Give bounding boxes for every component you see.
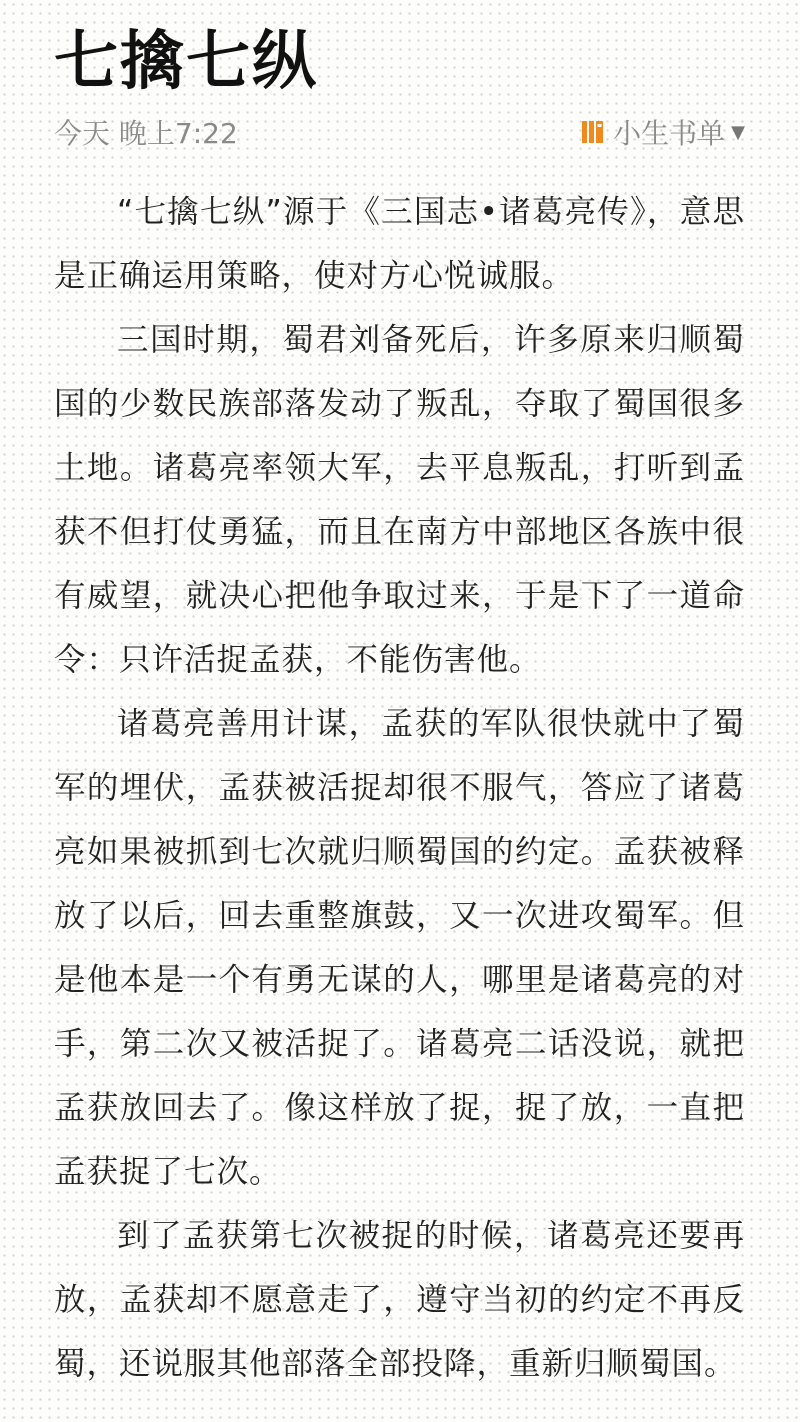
chevron-down-icon[interactable]: ▼ (731, 121, 745, 143)
article-title: 七擒七纵 (54, 25, 318, 99)
article-meta (54, 112, 745, 152)
author-name[interactable]: 小生书单 (613, 117, 726, 150)
paragraph: 三国时期，蜀君刘备死后，许多原来归顺蜀国的少数民族部落发动了叛乱，夺取了蜀国很多土地。诸葛亮率领大军，去平息叛乱，打听到孟获不但打仗勇猛，而且在南方中部地区各族中很有威望，就决心把他争取过来，于是下了一道命令：只许活捉孟获，不能伤害他。 (54, 322, 745, 678)
author-link[interactable] (581, 112, 745, 152)
paragraph: 到了孟获第七次被捉的时候，诸葛亮还要再放，孟获却不愿意走了，遵守当初的约定不再反蜀，还说服其他部落全部投降，重新归顺蜀国。 (54, 1218, 745, 1382)
paragraph: 诸葛亮善用计谋，孟获的军队很快就中了蜀军的埋伏，孟获被活捉却很不服气，答应了诸葛亮如果被抓到七次就归顺蜀国的约定。孟获被释放了以后，回去重整旗鼓，又一次进攻蜀军。但是他本是一个有勇无谋的人，哪里是诸葛亮的对手，第二次又被活捉了。诸葛亮二话没说，就把孟获放回去了。像这样放了捉，捉了放，一直把孟获捉了七次。 (54, 706, 745, 1190)
book-icon (581, 119, 605, 145)
article-body (54, 180, 745, 1396)
paragraph: “七擒七纵”源于《三国志•诸葛亮传》，意思是正确运用策略，使对方心悦诚服。 (54, 194, 745, 294)
publish-time: 今天 晚上7:22 (54, 117, 238, 150)
